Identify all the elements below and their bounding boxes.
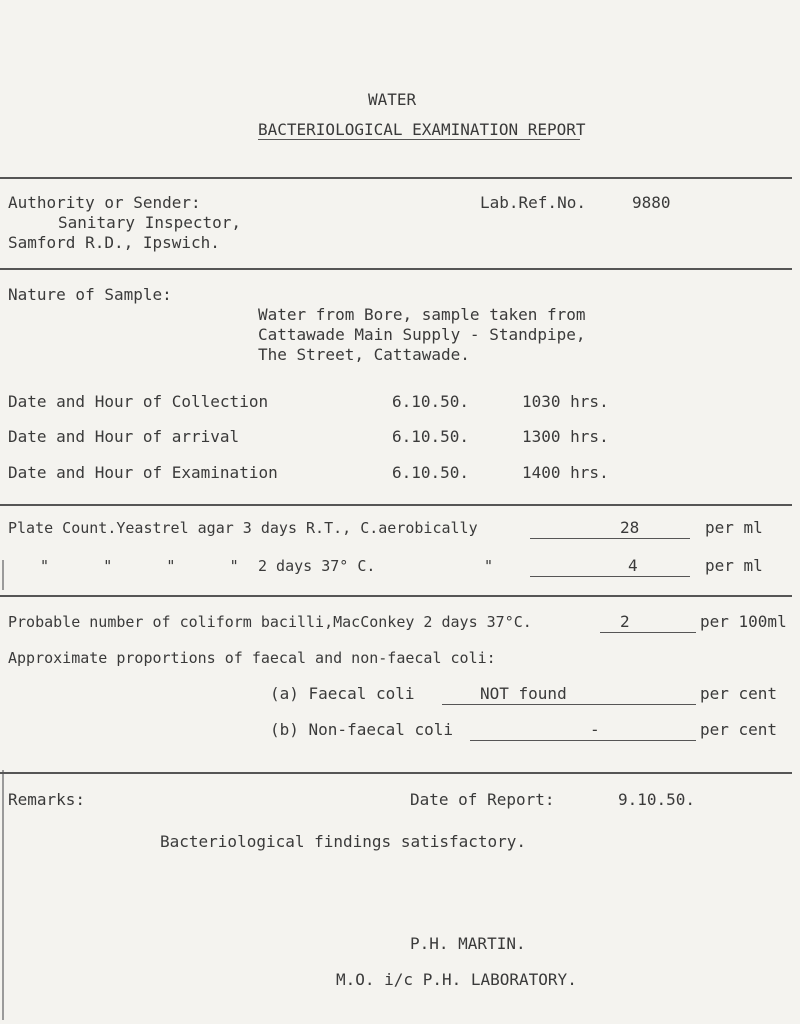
coliform-unit: per 100ml bbox=[700, 612, 787, 631]
divider bbox=[0, 177, 792, 179]
collection-time: 1030 hrs. bbox=[522, 392, 609, 411]
non-faecal-coli-value: - bbox=[590, 720, 600, 739]
arrival-date: 6.10.50. bbox=[392, 427, 470, 446]
plate-count-value: 28 bbox=[620, 518, 640, 537]
non-faecal-coli-underline bbox=[470, 740, 696, 741]
binding-mark bbox=[2, 770, 4, 1020]
sender-line-1: Sanitary Inspector, bbox=[58, 213, 242, 232]
signatory-title: M.O. i/c P.H. LABORATORY. bbox=[336, 970, 577, 989]
faecal-coli-unit: per cent bbox=[700, 684, 778, 703]
remarks-label: Remarks: bbox=[8, 790, 86, 809]
plate-count-label: Plate Count.Yeastrel agar 3 days R.T., C.aerobically bbox=[8, 519, 478, 537]
collection-date: 6.10.50. bbox=[392, 392, 470, 411]
divider bbox=[0, 595, 792, 597]
report-date-label: Date of Report: bbox=[410, 790, 555, 809]
collection-label: Date and Hour of Collection bbox=[8, 392, 269, 411]
plate-count-underline bbox=[530, 538, 690, 539]
coliform-underline bbox=[600, 632, 696, 633]
sample-label: Nature of Sample: bbox=[8, 285, 172, 304]
document-title: WATER bbox=[368, 90, 417, 109]
arrival-label: Date and Hour of arrival bbox=[8, 427, 240, 446]
non-faecal-coli-label: (b) Non-faecal coli bbox=[270, 720, 454, 739]
sample-line-1: Water from Bore, sample taken from bbox=[258, 305, 586, 324]
faecal-coli-value: NOT found bbox=[480, 684, 567, 703]
divider bbox=[0, 268, 792, 270]
plate-count-2day-label: 2 days 37° C. bbox=[258, 557, 376, 575]
arrival-time: 1300 hrs. bbox=[522, 427, 609, 446]
lab-ref-label: Lab.Ref.No. bbox=[480, 193, 586, 212]
sender-line-2: Samford R.D., Ipswich. bbox=[8, 233, 220, 252]
non-faecal-coli-unit: per cent bbox=[700, 720, 778, 739]
divider bbox=[0, 504, 792, 506]
proportions-label: Approximate proportions of faecal and non-faecal coli: bbox=[8, 649, 496, 667]
plate-count-ditto-2: " bbox=[484, 557, 494, 575]
coliform-label: Probable number of coliform bacilli,MacConkey 2 days 37°C. bbox=[8, 613, 532, 631]
plate-count-2day-underline bbox=[530, 576, 690, 577]
examination-date: 6.10.50. bbox=[392, 463, 470, 482]
remarks-finding: Bacteriological findings satisfactory. bbox=[160, 832, 527, 851]
faecal-coli-underline bbox=[442, 704, 696, 705]
plate-count-ditto: " " " " bbox=[40, 557, 239, 575]
divider bbox=[0, 772, 792, 774]
plate-count-unit: per ml bbox=[705, 518, 763, 537]
binding-mark bbox=[2, 560, 4, 590]
report-date-value: 9.10.50. bbox=[618, 790, 696, 809]
document-subtitle: BACTERIOLOGICAL EXAMINATION REPORT bbox=[258, 120, 586, 139]
coliform-value: 2 bbox=[620, 612, 630, 631]
examination-time: 1400 hrs. bbox=[522, 463, 609, 482]
lab-ref-value: 9880 bbox=[632, 193, 671, 212]
sample-line-2: Cattawade Main Supply - Standpipe, bbox=[258, 325, 586, 344]
sample-line-3: The Street, Cattawade. bbox=[258, 345, 470, 364]
examination-label: Date and Hour of Examination bbox=[8, 463, 278, 482]
faecal-coli-label: (a) Faecal coli bbox=[270, 684, 415, 703]
plate-count-2day-value: 4 bbox=[628, 556, 638, 575]
sender-label: Authority or Sender: bbox=[8, 193, 201, 212]
signatory-name: P.H. MARTIN. bbox=[410, 934, 526, 953]
plate-count-2day-unit: per ml bbox=[705, 556, 763, 575]
subtitle-underline bbox=[258, 139, 580, 140]
